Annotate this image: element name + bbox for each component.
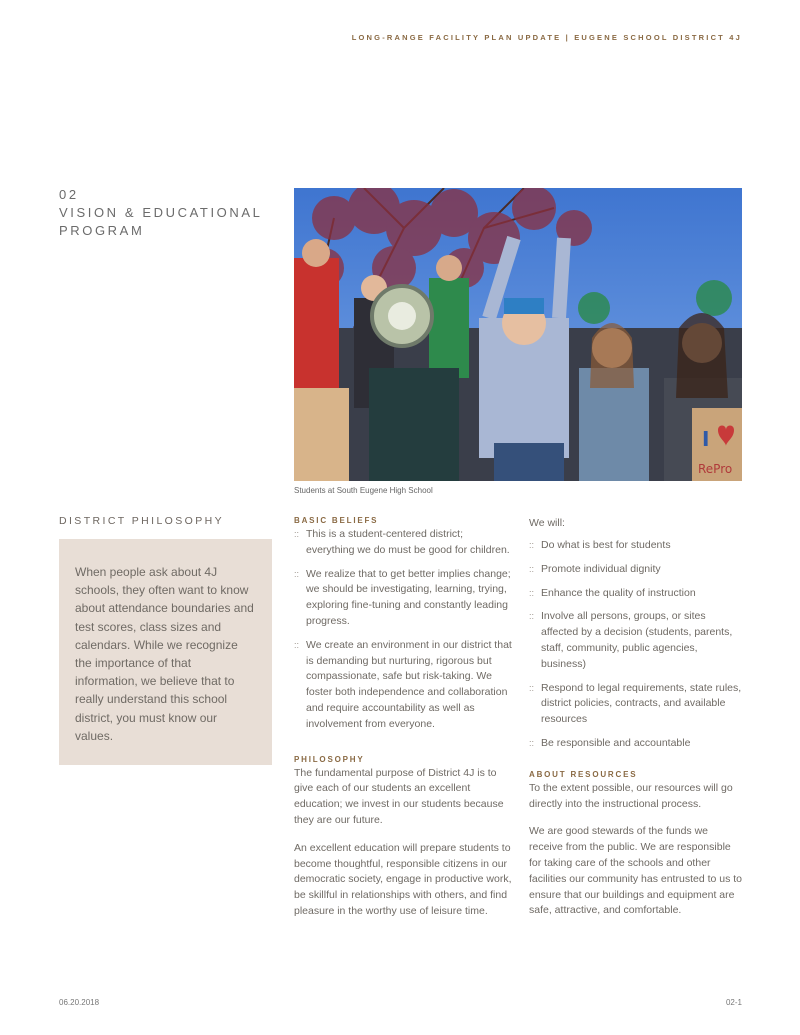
we-will-intro: We will: <box>529 517 565 529</box>
right-column <box>529 516 744 931</box>
resources-paragraph: We are good stewards of the funds we receive from the public. We are responsible for taking care of the schools and other facilities our community has entrusted to us to ensure that our buildings and equipment are safe, attractive, and comfortable. <box>529 825 743 917</box>
about-resources-heading: ABOUT RESOURCES <box>529 769 638 779</box>
resources-paragraph: To the extent possible, our resources will go directly into the instructional process. <box>529 781 733 810</box>
chapter-title-line1: VISION & EDUCATIONAL <box>59 205 263 220</box>
we-will-list <box>529 538 744 752</box>
district-philosophy-heading: DISTRICT PHILOSOPHY <box>59 515 225 527</box>
middle-column <box>294 516 514 932</box>
bullet-mark: :: <box>294 568 300 579</box>
list-item: :: Respond to legal requirements, state rules, district policies, contracts, and available resources <box>529 681 742 726</box>
list-item: :: This is a student-centered district; everything we do must be good for children. <box>294 528 510 556</box>
philosophy-paragraph: The fundamental purpose of District 4J is to give each of our students an excellent education; we invest in our students because they are our future. <box>294 766 504 826</box>
students-photo <box>294 188 742 481</box>
footer-date: 06.20.2018 <box>59 998 100 1007</box>
bullet-mark: :: <box>529 737 535 748</box>
svg-text:I: I <box>702 427 710 451</box>
bullet-mark: :: <box>529 540 535 550</box>
bullet-mark: :: <box>529 682 535 693</box>
philosophy-paragraph: An excellent education will prepare students to become thoughtful, responsible citizens in our democratic society, engage in productive work, be skillful in relationships with others, and find pleasure in the worthy use of leisure time. <box>294 841 512 917</box>
page-header: LONG-RANGE FACILITY PLAN UPDATE | EUGENE SCHOOL DISTRICT 4J <box>351 33 742 42</box>
philosophy-quote-box <box>59 539 272 765</box>
photo-caption: Students at South Eugene High School <box>294 486 433 495</box>
list-item: :: Be responsible and accountable <box>529 736 744 752</box>
basic-beliefs-list <box>294 527 514 733</box>
list-item: :: Do what is best for students <box>529 538 744 554</box>
bullet-mark: :: <box>294 529 300 539</box>
list-item: :: Promote individual dignity <box>529 562 744 578</box>
svg-text:RePro: RePro <box>698 462 733 476</box>
footer-page-number: 02-1 <box>725 998 742 1007</box>
philosophy-heading: PHILOSOPHY <box>294 754 365 764</box>
chapter-title <box>59 186 289 240</box>
list-item: :: Enhance the quality of instruction <box>529 586 744 602</box>
bullet-mark: :: <box>529 611 535 622</box>
list-item: :: We realize that to get better implies change; we should be investigating, learning, trying, exploring fine-tuning and constantly leading progress. <box>294 567 511 627</box>
list-item: :: Involve all persons, groups, or sites affected by a decision (students, parents, staff, community, public agencies, business) <box>529 610 733 670</box>
philosophy-quote: When people ask about 4J schools, they often want to know about attendance boundaries and test scores, class sizes and calendars. While we recognize the importance of that information, we believe that to really understand this school district, you must know our values. <box>75 565 254 743</box>
bullet-mark: :: <box>294 639 300 650</box>
chapter-number: 02 <box>59 187 79 202</box>
list-item: :: We create an environment in our district that is demanding but nurturing, rigorous but compassionate, safe but risk-taking. We foster both independence and collaboration and require accountability as well as involvement from everyone. <box>294 638 512 730</box>
bullet-mark: :: <box>529 563 535 574</box>
basic-beliefs-heading: BASIC BELIEFS <box>294 516 379 525</box>
bullet-mark: :: <box>529 587 535 598</box>
chapter-title-line2: PROGRAM <box>59 223 145 238</box>
